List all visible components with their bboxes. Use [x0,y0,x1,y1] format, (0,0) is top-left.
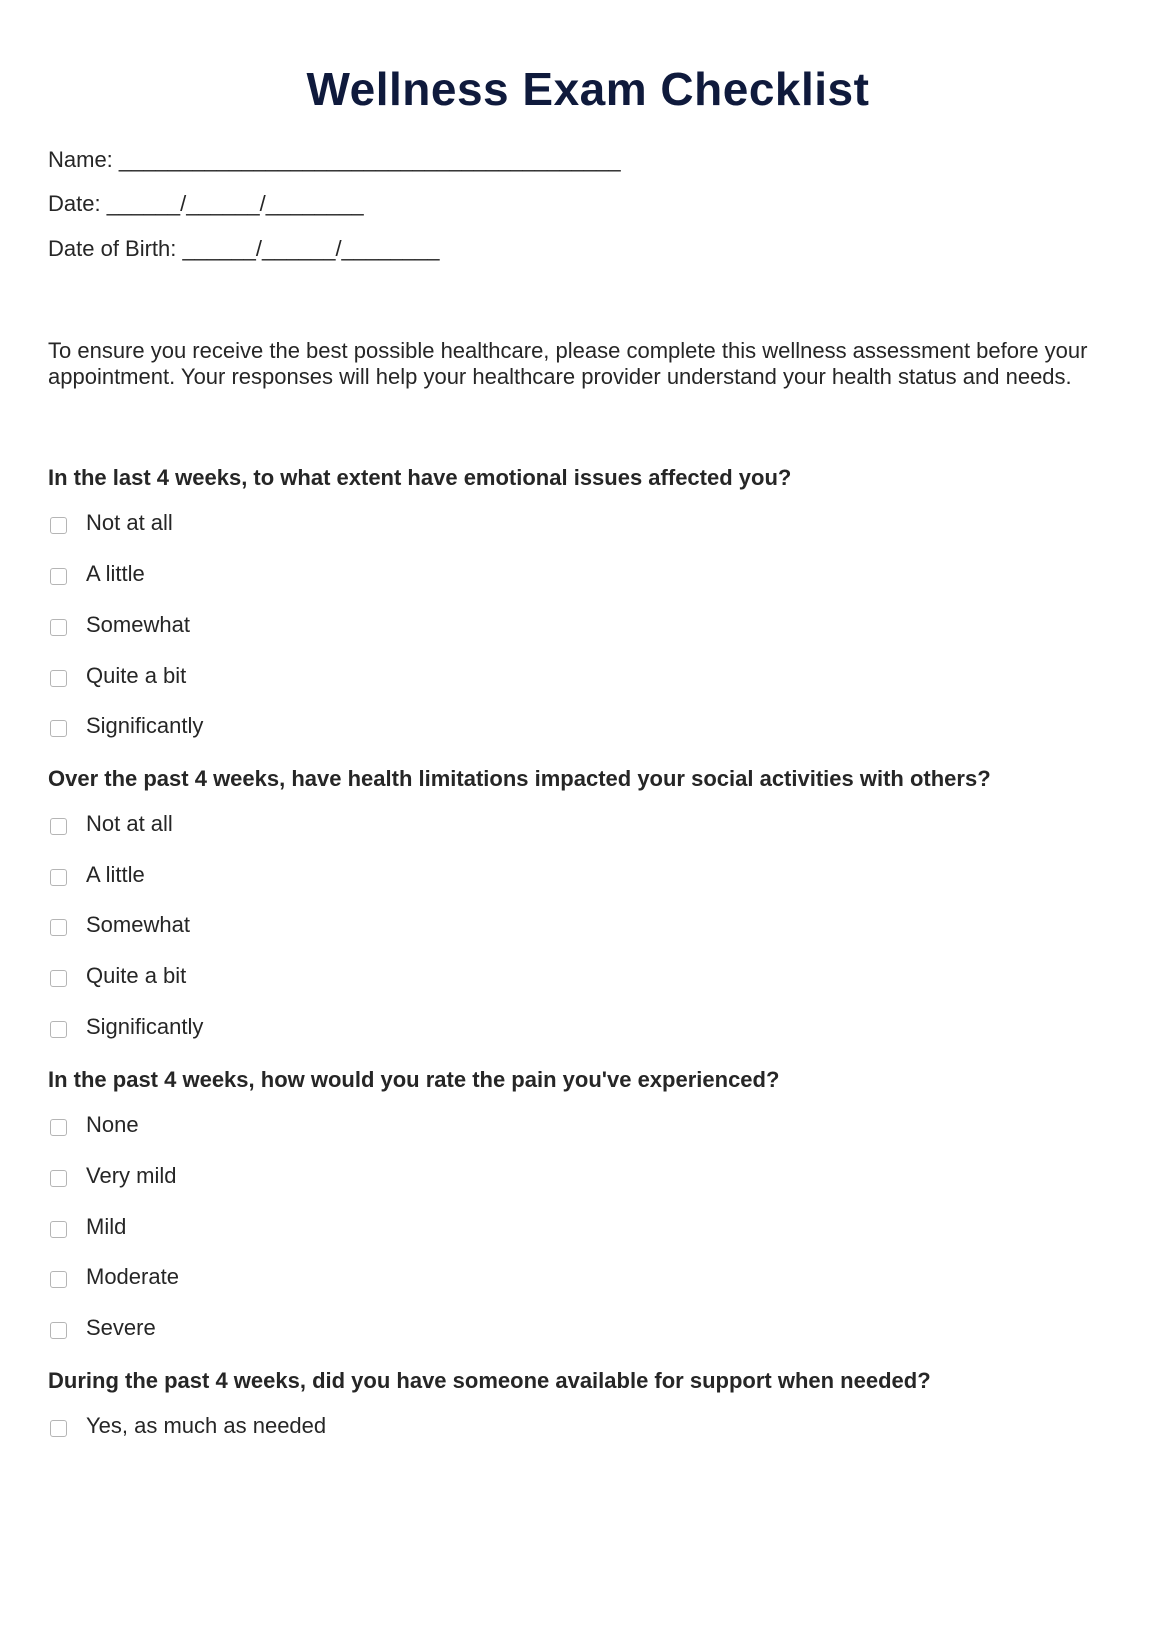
option-label: Not at all [86,510,173,535]
option-label: Mild [86,1214,127,1239]
checkbox[interactable] [50,1271,67,1288]
q3-option-very-mild[interactable] [50,1162,176,1190]
q2-option-not-at-all[interactable] [50,810,173,838]
option-label: Significantly [86,1014,204,1039]
q3-option-moderate[interactable] [50,1263,179,1291]
question-3: In the past 4 weeks, how would you rate the pain you've experienced? [48,1067,780,1092]
checkbox[interactable] [50,1221,67,1238]
date-field[interactable]: Date: ______/______/________ [48,191,364,216]
option-label: Severe [86,1315,156,1340]
checkbox[interactable] [50,670,67,687]
page-title: Wellness Exam Checklist [306,63,870,115]
option-label: Somewhat [86,612,190,637]
option-label: Quite a bit [86,663,187,688]
option-label: Moderate [86,1264,179,1289]
checkbox[interactable] [50,517,67,534]
option-label: Somewhat [86,912,190,937]
question-4: During the past 4 weeks, did you have someone available for support when needed? [48,1368,931,1393]
option-label: Yes, as much as needed [86,1413,327,1438]
checkbox[interactable] [50,1420,67,1437]
checkbox[interactable] [50,869,67,886]
checkbox[interactable] [50,1021,67,1038]
q4-option-yes-as-much-as-needed[interactable] [50,1412,326,1440]
q1-option-a-little[interactable] [50,560,145,588]
option-label: Not at all [86,811,173,836]
checkbox[interactable] [50,1170,67,1187]
q1-option-quite-a-bit[interactable] [50,662,186,690]
checkbox[interactable] [50,568,67,585]
checkbox[interactable] [50,619,67,636]
q2-option-a-little[interactable] [50,861,145,889]
q2-option-significantly[interactable] [50,1013,203,1041]
option-label: None [86,1112,139,1137]
q3-option-mild[interactable] [50,1213,126,1241]
date-of-birth-field[interactable]: Date of Birth: ______/______/________ [48,236,440,261]
question-1: In the last 4 weeks, to what extent have emotional issues affected you? [48,465,792,490]
q3-option-none[interactable] [50,1111,139,1139]
question-2: Over the past 4 weeks, have health limitations impacted your social activities with others? [48,766,991,791]
name-field[interactable]: Name: _________________________________________ [48,147,621,172]
checkbox[interactable] [50,970,67,987]
q1-option-somewhat[interactable] [50,611,190,639]
checkbox[interactable] [50,1322,67,1339]
option-label: Significantly [86,713,204,738]
q1-option-not-at-all[interactable] [50,509,173,537]
q1-option-significantly[interactable] [50,712,203,740]
q2-option-somewhat[interactable] [50,911,190,939]
intro-paragraph: To ensure you receive the best possible healthcare, please complete this wellness assessment before your appointment. Your responses will help your healthcare provider understand your health status and needs. [48,338,1088,389]
option-label: Very mild [86,1163,177,1188]
checkbox[interactable] [50,919,67,936]
q3-option-severe[interactable] [50,1314,156,1342]
checkbox[interactable] [50,720,67,737]
checkbox[interactable] [50,818,67,835]
option-label: A little [86,561,145,586]
q2-option-quite-a-bit[interactable] [50,962,186,990]
option-label: A little [86,862,145,887]
option-label: Quite a bit [86,963,187,988]
checkbox[interactable] [50,1119,67,1136]
